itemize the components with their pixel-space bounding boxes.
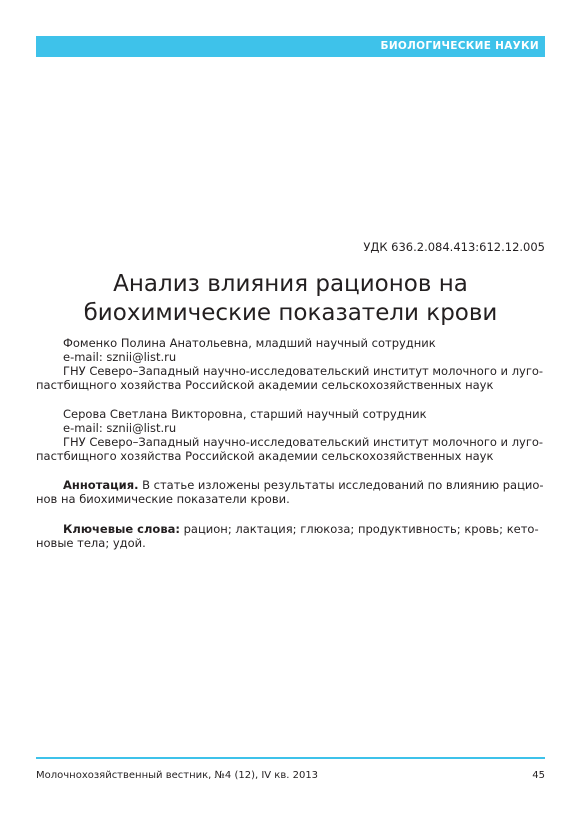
- author-block-1: [36, 336, 545, 392]
- abstract-text-1: В статье изложены результаты исследований по влиянию рацио-: [138, 478, 544, 492]
- article-title: [36, 270, 545, 328]
- author-org-line-1: ГНУ Северо–Западный научно-исследовательский институт молочного и луго-: [63, 435, 544, 449]
- keywords-text-1: рацион; лактация; глюкоза; продуктивность; кровь; кето-: [179, 522, 539, 536]
- author-org-line-1: ГНУ Северо–Западный научно-исследовательский институт молочного и луго-: [63, 364, 544, 378]
- title-line-2: биохимические показатели крови: [83, 300, 498, 326]
- udc-code: УДК 636.2.084.413:612.12.005: [363, 240, 545, 254]
- author-email: e-mail: sznii@list.ru: [63, 350, 177, 364]
- footer-journal-info: Молочнохозяйственный вестник, №4 (12), IV кв. 2013: [36, 770, 319, 781]
- abstract: [36, 478, 545, 506]
- author-org-line-2: пастбищного хозяйства Российской академии сельскохозяйственных наук: [36, 449, 494, 463]
- page-number: 45: [532, 770, 545, 781]
- footer-divider: [36, 757, 545, 759]
- author-email: e-mail: sznii@list.ru: [63, 421, 177, 435]
- keywords-line-1: [36, 522, 545, 536]
- keywords-text-2: новые тела; удой.: [36, 536, 146, 550]
- abstract-line-1: [36, 478, 545, 492]
- author-name: Серова Светлана Викторовна, старший научный сотрудник: [63, 407, 427, 421]
- abstract-label: Аннотация.: [63, 478, 139, 492]
- abstract-text-2: нов на биохимические показатели крови.: [36, 492, 290, 506]
- section-label: БИОЛОГИЧЕСКИЕ НАУКИ: [380, 40, 539, 52]
- title-line-1: Анализ влияния рационов на: [113, 271, 468, 297]
- keywords: [36, 522, 545, 550]
- section-header-bar: [36, 36, 545, 57]
- author-name: Фоменко Полина Анатольевна, младший научный сотрудник: [63, 336, 436, 350]
- author-block-2: [36, 407, 545, 463]
- author-org-line-2: пастбищного хозяйства Российской академии сельскохозяйственных наук: [36, 378, 494, 392]
- keywords-label: Ключевые слова:: [63, 522, 180, 536]
